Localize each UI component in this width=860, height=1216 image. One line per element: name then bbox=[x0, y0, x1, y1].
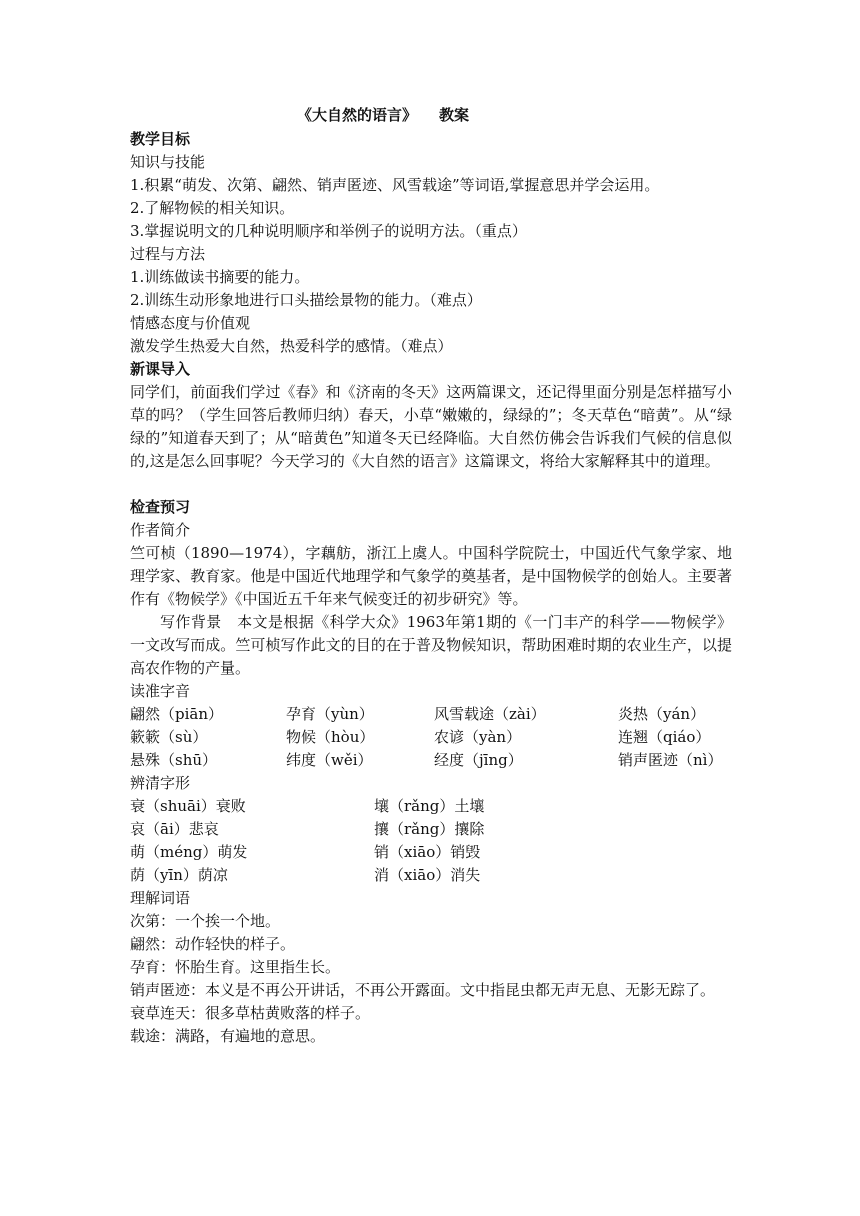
pronounce-cell: 悬殊（shū） bbox=[130, 751, 218, 769]
knowledge-item: 1.积累“萌发、次第、翩然、销声匿迹、风雪载途”等词语,掌握意思并学会运用。 bbox=[130, 176, 660, 194]
preview-heading: 检查预习 bbox=[130, 498, 191, 516]
author-text: 竺可桢（1890—1974），字藕舫，浙江上虞人。中国科学院院士，中国近代气象学家、地理学家、教育家。他是中国近代地理学和气象学的奠基者，是中国物候学的创始人。主要著作有《物候学》《中国近五千年来气候变迁的初步研究》等。 bbox=[130, 544, 732, 608]
intro-heading: 新课导入 bbox=[130, 360, 191, 378]
glyph-cell: 荫（yīn）荫凉 bbox=[130, 866, 228, 884]
pronounce-table bbox=[130, 703, 732, 772]
vocab-item: 载途：满路，有遍地的意思。 bbox=[130, 1027, 326, 1045]
emotion-text: 激发学生热爱大自然，热爱科学的感情。（难点） bbox=[130, 337, 453, 355]
process-item: 1.训练做读书摘要的能力。 bbox=[130, 268, 310, 286]
vocab-item: 翩然：动作轻快的样子。 bbox=[130, 935, 296, 953]
glyph-cell: 攘（rǎng）攘除 bbox=[374, 820, 485, 838]
glyph-heading: 辨清字形 bbox=[130, 774, 191, 792]
process-item: 2.训练生动形象地进行口头描绘景物的能力。（难点） bbox=[130, 291, 482, 309]
vocab-heading: 理解词语 bbox=[130, 889, 191, 907]
author-heading: 作者简介 bbox=[130, 521, 191, 539]
vocab-item: 销声匿迹：本义是不再公开讲话，不再公开露面。文中指昆虫都无声无息、无影无踪了。 bbox=[130, 981, 716, 999]
pronounce-heading: 读准字音 bbox=[130, 682, 191, 700]
pronounce-cell: 农谚（yàn） bbox=[434, 728, 522, 746]
glyph-table bbox=[130, 795, 732, 887]
pronounce-cell: 风雪载途（zài） bbox=[434, 705, 546, 723]
document-title bbox=[130, 104, 732, 127]
pronounce-cell: 物候（hòu） bbox=[286, 728, 375, 746]
pronounce-cell: 孕育（yùn） bbox=[286, 705, 374, 723]
knowledge-heading: 知识与技能 bbox=[130, 153, 206, 171]
vocab-item: 衰草连天：很多草枯黄败落的样子。 bbox=[130, 1004, 371, 1022]
pronounce-cell: 连翘（qiáo） bbox=[618, 728, 711, 746]
title-suffix: 教案 bbox=[439, 106, 470, 124]
background-text: 写作背景 本文是根据《科学大众》1963年第1期的《一门丰产的科学——物候学》一文改写而成。竺可桢写作此文的目的在于普及物候知识，帮助困难时期的农业生产，以提高农作物的产量。 bbox=[130, 613, 732, 677]
pronounce-cell: 簌簌（sù） bbox=[130, 728, 208, 746]
glyph-cell: 哀（āi）悲哀 bbox=[130, 820, 219, 838]
emotion-heading: 情感态度与价值观 bbox=[130, 314, 251, 332]
glyph-cell: 衰（shuāi）衰败 bbox=[130, 797, 246, 815]
glyph-cell: 消（xiāo）消失 bbox=[374, 866, 481, 884]
process-heading: 过程与方法 bbox=[130, 245, 206, 263]
pronounce-cell: 纬度（wěi） bbox=[286, 751, 373, 769]
blank-line bbox=[130, 473, 732, 496]
pronounce-cell: 经度（jīng） bbox=[434, 751, 523, 769]
goals-heading: 教学目标 bbox=[130, 130, 191, 148]
pronounce-cell: 炎热（yán） bbox=[618, 705, 706, 723]
pronounce-cell: 销声匿迹（nì） bbox=[618, 751, 723, 769]
knowledge-item: 2.了解物候的相关知识。 bbox=[130, 199, 295, 217]
pronounce-cell: 翩然（piān） bbox=[130, 705, 224, 723]
glyph-cell: 销（xiāo）销毁 bbox=[374, 843, 481, 861]
knowledge-item: 3.掌握说明文的几种说明顺序和举例子的说明方法。（重点） bbox=[130, 222, 527, 240]
vocab-item: 次第：一个挨一个地。 bbox=[130, 912, 281, 930]
title-main: 《大自然的语言》 bbox=[297, 106, 418, 124]
vocab-item: 孕育：怀胎生育。这里指生长。 bbox=[130, 958, 341, 976]
intro-text: 同学们，前面我们学过《春》和《济南的冬天》这两篇课文，还记得里面分别是怎样描写小草的吗？（学生回答后教师归纳）春天，小草“嫩嫩的，绿绿的”；冬天草色“暗黄”。从“绿绿的”知道春天到了；从“暗黄色”知道冬天已经降临。大自然仿佛会告诉我们气候的信息似的,这是怎么回事呢？今天学习的《大自然的语言》这篇课文，将给大家解释其中的道理。 bbox=[130, 383, 732, 470]
glyph-cell: 壤（rǎng）土壤 bbox=[374, 797, 485, 815]
glyph-cell: 萌（méng）萌发 bbox=[130, 843, 248, 861]
